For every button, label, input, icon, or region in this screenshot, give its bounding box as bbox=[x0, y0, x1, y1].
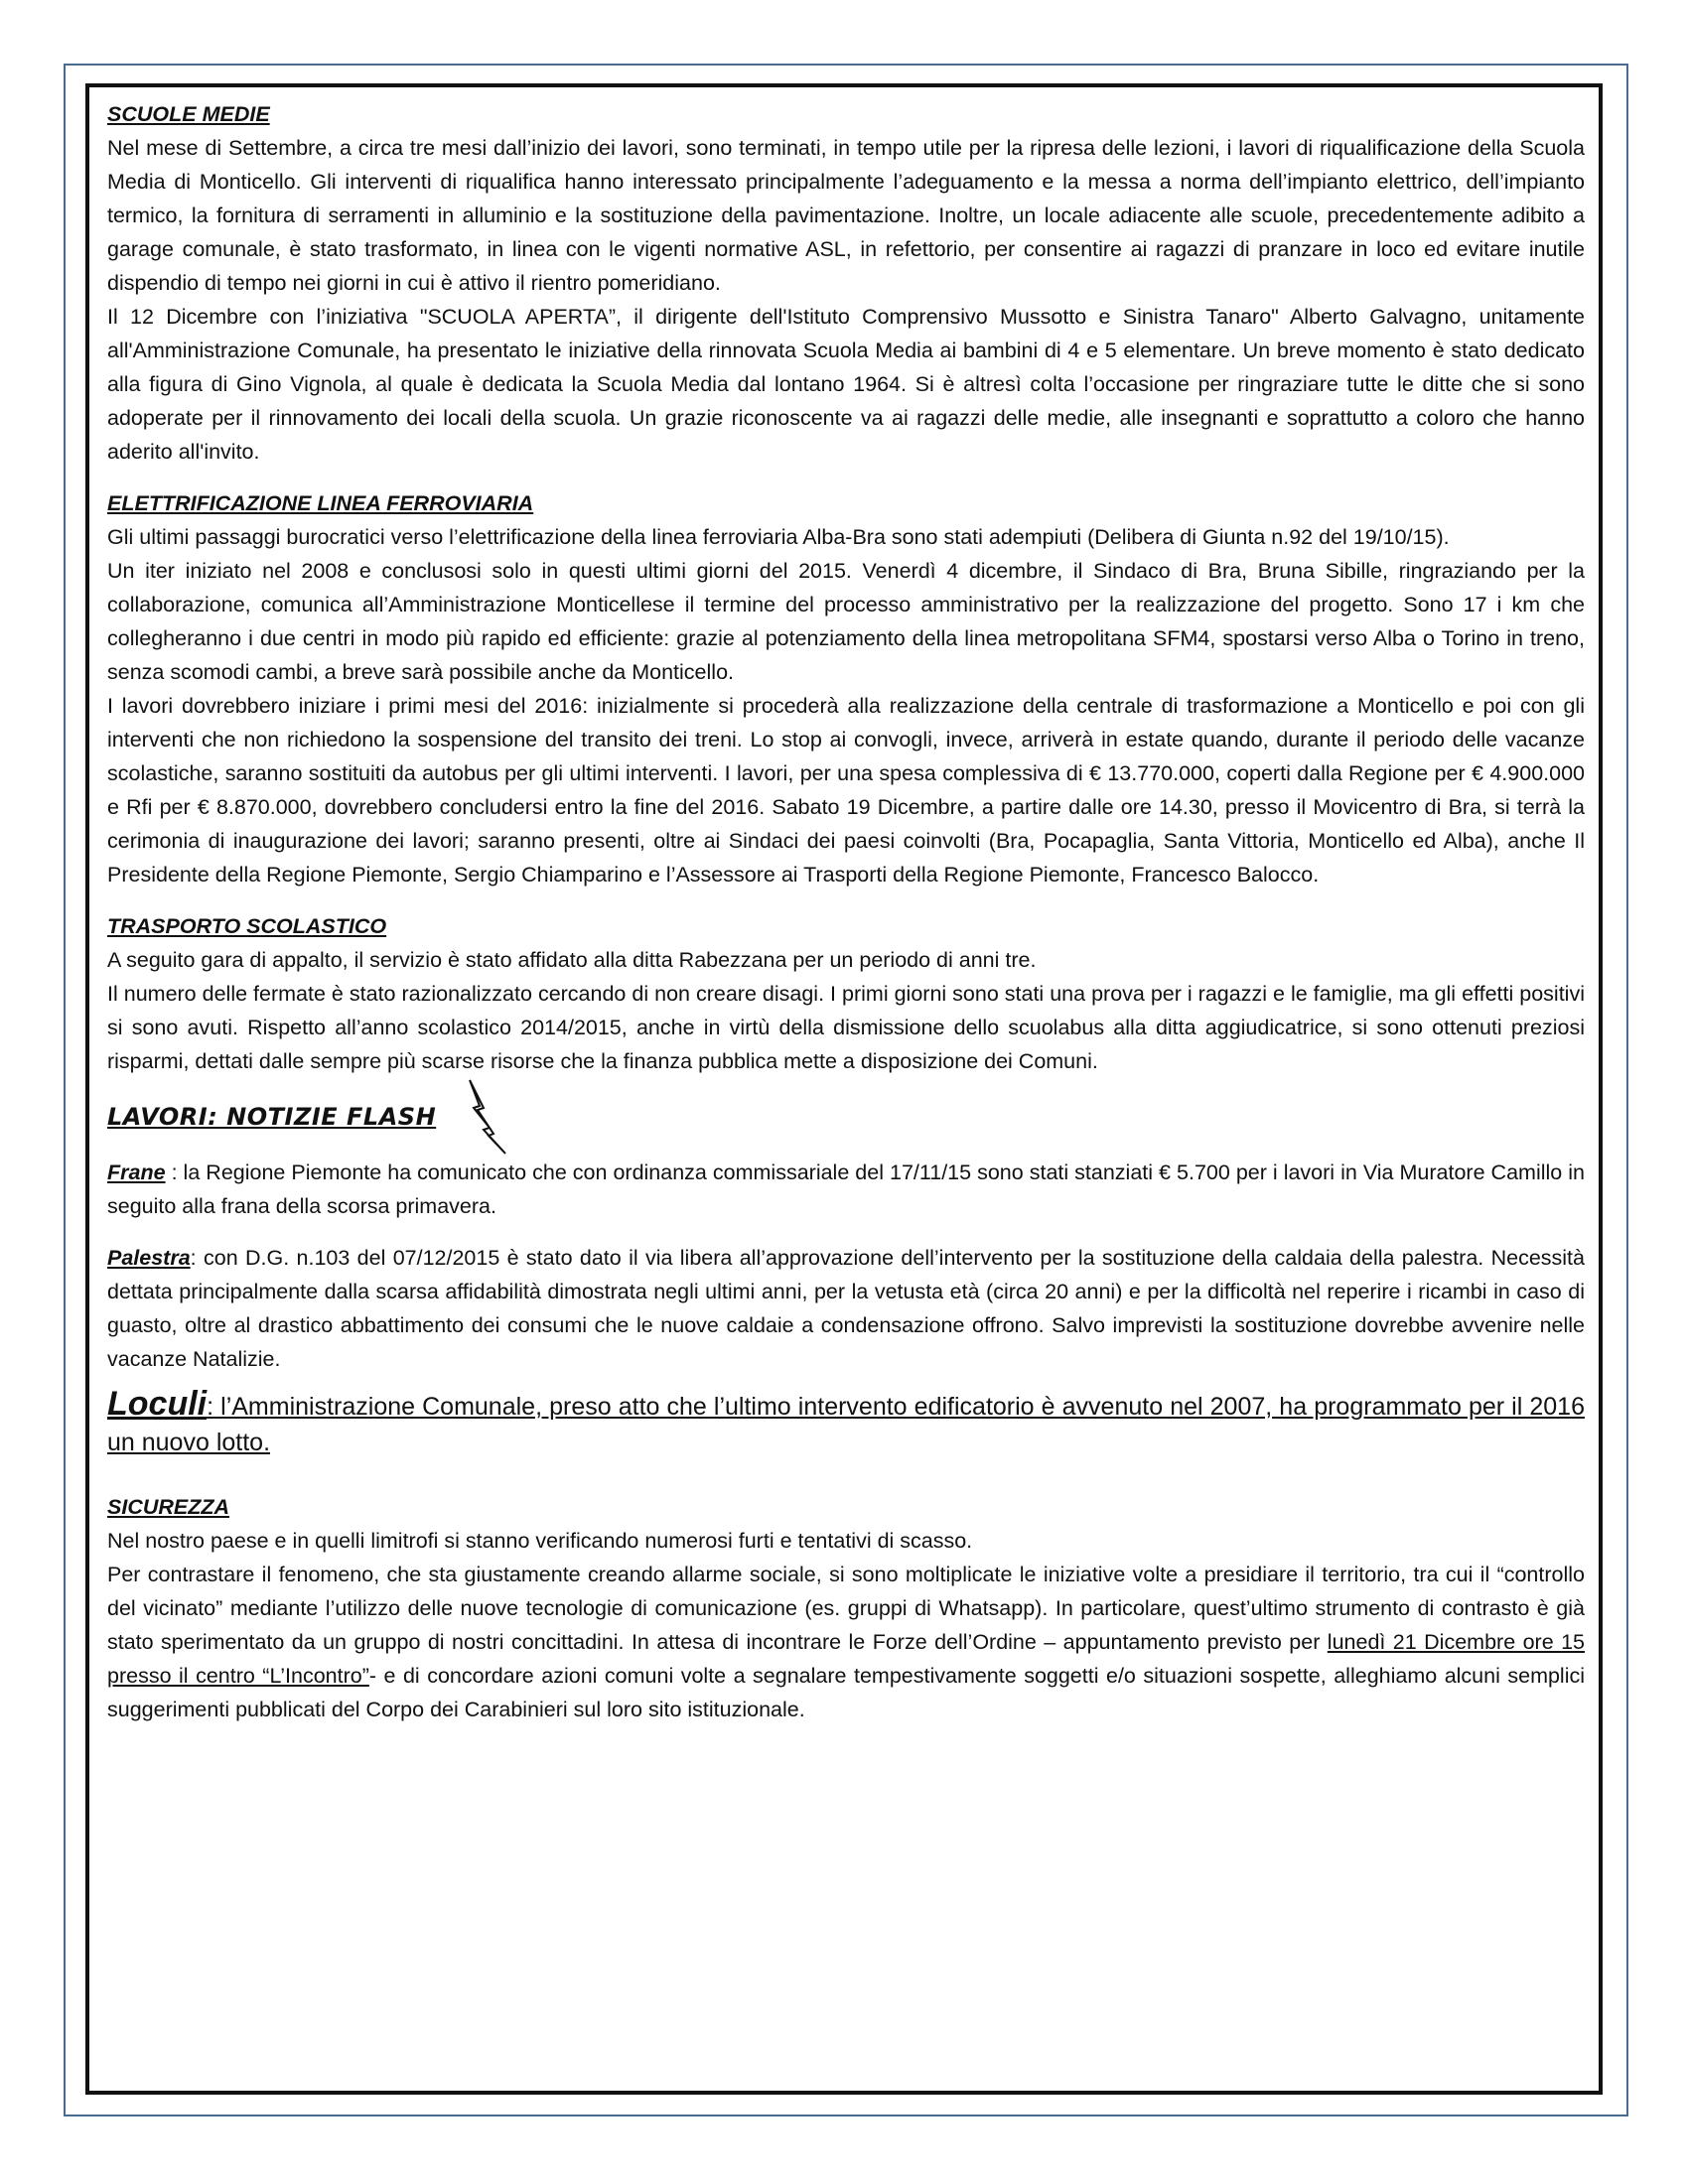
section-scuole-medie bbox=[107, 97, 1585, 469]
paragraph-text: Per contrastare il fenomeno, che sta giustamente creando allarme sociale, si sono moltiplicate le iniziative volte a presidiare il territorio, tra cui il “controllo del vicinato” mediante l’utilizzo delle nuove tecnologie di comunicazione (es. gruppi di Whatsapp). In particolare, quest’ultimo strumento di contrasto è già stato sperimentato da un gruppo di nostri concittadini. In attesa di incontrare le Forze dell’Ordine – appuntamento previsto per bbox=[107, 1563, 1585, 1654]
paragraph: Nel mese di Settembre, a circa tre mesi dall’inizio dei lavori, sono terminati, in tempo utile per la ripresa delle lezioni, i lavori di riqualificazione della Scuola Media di Monticello. Gli interventi di riqualifica hanno interessato principalmente l’adeguamento e la messa a norma dell’impianto elettrico, dell’impianto termico, la fornitura di serramenti in alluminio e la sostituzione della pavimentazione. Inoltre, un locale adiacente alle scuole, precedentemente adibito a garage comunale, è stato trasformato, in linea con le vigenti normative ASL, in refettorio, per consentire ai ragazzi di pranzare in loco ed evitare inutile dispendio di tempo nei giorni in cui è attivo il rientro pomeridiano. bbox=[107, 136, 1585, 295]
section-heading: SCUOLE MEDIE bbox=[107, 102, 270, 126]
section-heading: SICUREZZA bbox=[107, 1495, 230, 1519]
paragraph bbox=[107, 1558, 1585, 1726]
paragraph: Un iter iniziato nel 2008 e conclusosi solo in questi ultimi giorni del 2015. Venerdì 4 dicembre, il Sindaco di Bra, Bruna Sibille, ringraziando per la collaborazione, comunica all’Amministrazione Monticellese il termine del processo amministrativo per la realizzazione del progetto. Sono 17 i km che collegheranno i due centri in modo più rapido ed efficiente: grazie al potenziamento della linea metropolitana SFM4, spostarsi verso Alba o Torino in treno, senza scomodi cambi, a breve sarà possibile anche da Monticello. bbox=[107, 559, 1585, 684]
section-heading: TRASPORTO SCOLASTICO bbox=[107, 914, 387, 938]
section-trasporto-scolastico bbox=[107, 909, 1585, 1078]
lightning-bolt-icon bbox=[464, 1078, 509, 1156]
flash-item-frane bbox=[107, 1156, 1585, 1223]
meeting-date-text: lunedì 21 Dicembre ore 15 presso il centro “L’Incontro” bbox=[107, 1630, 1585, 1688]
section-heading: ELETTRIFICAZIONE LINEA FERROVIARIA bbox=[107, 491, 534, 515]
flash-item-text: : con D.G. n.103 del 07/12/2015 è stato dato il via libera all’approvazione dell’intervento per la sostituzione della caldaia della palestra. Necessità dettata principalmente dalla scarsa affidabilità dimostrata negli ultimi anni, per la vetusta età (circa 20 anni) e per la difficoltà nel reperire i ricambi in caso di guasto, oltre al drastico abbattimento dei consumi che le nuove caldaie a condensazione offrono. Salvo imprevisti la sostituzione dovrebbe avvenire nelle vacanze Natalizie. bbox=[107, 1246, 1585, 1371]
flash-news-header bbox=[107, 1082, 1585, 1152]
newsletter-content bbox=[107, 97, 1585, 1744]
flash-item-loculi bbox=[107, 1386, 1585, 1460]
flash-item-lead: Frane bbox=[107, 1160, 166, 1184]
flash-item-lead: Loculi bbox=[107, 1385, 208, 1423]
spacer bbox=[107, 1223, 1585, 1241]
flash-news-title: LAVORI: NOTIZIE FLASH bbox=[107, 1103, 437, 1131]
flash-item-text: : l’Amministrazione Comunale, preso atto che l’ultimo intervento edificatorio è avvenuto nel 2007, ha programmato per il 2016 un nuovo lotto. bbox=[107, 1393, 1585, 1456]
flash-item-lead: Palestra bbox=[107, 1246, 191, 1270]
paragraph: A seguito gara di appalto, il servizio è stato affidato alla ditta Rabezzana per un periodo di anni tre. bbox=[107, 948, 1037, 972]
paragraph: Il numero delle fermate è stato razionalizzato cercando di non creare disagi. I primi giorni sono stati una prova per i ragazzi e le famiglie, ma gli effetti positivi si sono avuti. Rispetto all’anno scolastico 2014/2015, anche in virtù della dismissione dello scuolabus alla ditta aggiudicatrice, si sono ottenuti preziosi risparmi, dettati dalle sempre più scarse risorse che la finanza pubblica mette a disposizione dei Comuni. bbox=[107, 982, 1585, 1073]
section-sicurezza bbox=[107, 1490, 1585, 1726]
flash-item-text: : la Regione Piemonte ha comunicato che con ordinanza commissariale del 17/11/15 sono stati stanziati € 5.700 per i lavori in Via Muratore Camillo in seguito alla frana della scorsa primavera. bbox=[107, 1160, 1585, 1218]
section-elettrificazione bbox=[107, 486, 1585, 891]
paragraph: Gli ultimi passaggi burocratici verso l’elettrificazione della linea ferroviaria Alba-Bra sono stati adempiuti (Delibera di Giunta n.92 del 19/10/15). bbox=[107, 525, 1450, 549]
paragraph: I lavori dovrebbero iniziare i primi mesi del 2016: inizialmente si procederà alla realizzazione della centrale di trasformazione a Monticello e poi con gli interventi che non richiedono la sospensione del transito dei treni. Lo stop ai convogli, invece, arriverà in estate quando, durante il periodo delle vacanze scolastiche, saranno sostituiti da autobus per gli ultimi interventi. I lavori, per una spesa complessiva di € 13.770.000, coperti dalla Regione per € 4.900.000 e Rfi per € 8.870.000, dovrebbero concludersi entro la fine del 2016. Sabato 19 Dicembre, a partire dalle ore 14.30, presso il Movicentro di Bra, si terrà la cerimonia di inaugurazione dei lavori; saranno presenti, oltre ai Sindaci dei paesi coinvolti (Bra, Pocapaglia, Santa Vittoria, Monticello ed Alba), anche Il Presidente della Regione Piemonte, Sergio Chiamparino e l’Assessore ai Trasporti della Regione Piemonte, Francesco Balocco. bbox=[107, 694, 1585, 887]
paragraph: Il 12 Dicembre con l’iniziativa "SCUOLA APERTA”, il dirigente dell'Istituto Comprensivo Mussotto e Sinistra Tanaro" Alberto Galvagno, unitamente all'Amministrazione Comunale, ha presentato le iniziative della rinnovata Scuola Media ai bambini di 4 e 5 elementare. Un breve momento è stato dedicato alla figura di Gino Vignola, al quale è dedicata la Scuola Media dal lontano 1964. Si è altresì colta l’occasione per ringraziare tutte le ditte che si sono adoperate per il rinnovamento dei locali della scuola. Un grazie riconoscente va ai ragazzi delle medie, alle insegnanti e soprattutto a coloro che hanno aderito all'invito. bbox=[107, 305, 1585, 464]
paragraph: Nel nostro paese e in quelli limitrofi si stanno verificando numerosi furti e tentativi di scasso. bbox=[107, 1529, 973, 1553]
paragraph-text: - e di concordare azioni comuni volte a segnalare tempestivamente soggetti e/o situazioni sospette, alleghiamo alcuni semplici suggerimenti pubblicati del Corpo dei Carabinieri sul loro sito istituzionale. bbox=[107, 1664, 1586, 1721]
flash-item-palestra bbox=[107, 1241, 1585, 1376]
